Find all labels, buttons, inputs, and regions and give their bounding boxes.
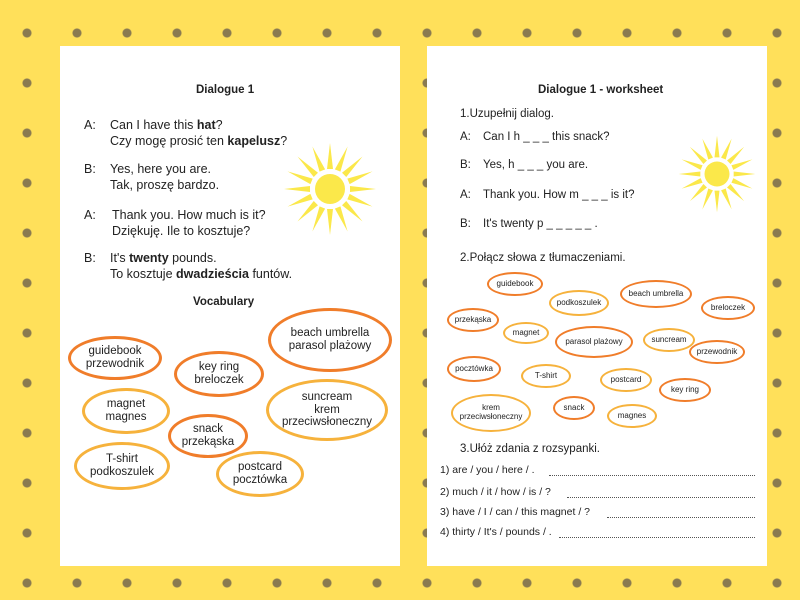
text: ? (280, 134, 288, 148)
vocab-en: krem (314, 403, 340, 416)
vocab-bubble (168, 414, 248, 458)
word-bubble[interactable]: suncream (643, 328, 695, 352)
vocab-pl: pocztówka (232, 474, 288, 486)
dialogue-line-pl: Tak, proszę bardzo. (110, 178, 220, 192)
gap-sentence: Can I h _ _ _ this snack? (483, 131, 610, 143)
vocab-bubble (216, 451, 304, 497)
scrambled-sentence: 4) thirty / It's / pounds / . (440, 526, 552, 538)
word-bubble[interactable]: T-shirt (521, 364, 571, 388)
word-bubble[interactable]: pocztówka (447, 356, 501, 382)
key-word: hat (196, 118, 216, 132)
vocab-en: postcard (237, 461, 283, 474)
vocab-bubble (266, 379, 388, 441)
sun-icon (677, 134, 757, 214)
word-bubble[interactable]: magnes (607, 404, 657, 428)
word-bubble[interactable]: przekąska (447, 308, 499, 332)
text: It's (110, 251, 130, 265)
word-bubble[interactable]: parasol plażowy (555, 326, 633, 358)
task-2-heading: 2.Połącz słowa z tłumaczeniami. (460, 252, 626, 264)
vocab-bubble (268, 308, 392, 372)
word-bubble[interactable]: podkoszulek (549, 290, 609, 316)
key-word: dwadzieścia (176, 267, 249, 281)
word-bubble[interactable]: snack (553, 396, 595, 420)
vocab-pl: parasol plażowy (288, 340, 372, 352)
speaker-label: A: (84, 118, 96, 132)
task-1-heading: 1.Uzupełnij dialog. (460, 108, 554, 120)
worksheet-title: Dialogue 1 - worksheet (538, 84, 664, 96)
text: Czy mogę prosić ten (110, 134, 228, 148)
word-bubble[interactable]: key ring (659, 378, 711, 402)
dialogue-line-en (110, 251, 217, 265)
vocab-pl: przewodnik (85, 358, 145, 370)
scrambled-sentence: 3) have / I / can / this magnet / ? (440, 506, 590, 518)
text: pounds. (168, 251, 217, 265)
answer-line[interactable] (607, 517, 755, 518)
dialogue-line-en: Yes, here you are. (110, 162, 211, 176)
sun-icon (282, 141, 378, 237)
word-bubble[interactable]: krem przeciwsłoneczny (451, 394, 531, 432)
dialogue-line-en (110, 118, 223, 132)
scrambled-sentence: 2) much / it / how / is / ? (440, 486, 551, 498)
task-3-heading: 3.Ułóż zdania z rozsypanki. (460, 443, 600, 455)
dialogue-line-pl (110, 267, 292, 281)
speaker-label: B: (84, 162, 96, 176)
vocab-en: beach umbrella (290, 327, 370, 340)
speaker-label: A: (460, 189, 471, 201)
word-bubble[interactable]: guidebook (487, 272, 543, 296)
key-word: twenty (129, 251, 169, 265)
dialogue-line-pl (110, 134, 287, 148)
gap-sentence: Thank you. How m _ _ _ is it? (483, 189, 635, 201)
word-bubble[interactable]: breloczek (701, 296, 755, 320)
vocab-en: suncream (301, 391, 353, 404)
dialogue-page (60, 46, 400, 566)
gap-sentence: It's twenty p _ _ _ _ _ . (483, 218, 598, 230)
dialogue-line-pl: Dziękuję. Ile to kosztuje? (112, 224, 251, 238)
worksheet-page (427, 46, 767, 566)
text: funtów. (248, 267, 293, 281)
vocab-en: T-shirt (106, 453, 138, 466)
vocab-bubble (174, 351, 264, 397)
speaker-label: A: (460, 131, 471, 143)
scrambled-sentence: 1) are / you / here / . (440, 464, 535, 476)
vocab-pl: przeciwsłoneczny (281, 416, 373, 429)
vocab-pl: przekąska (181, 436, 235, 448)
word-bubble[interactable]: beach umbrella (620, 280, 692, 308)
text: ? (215, 118, 223, 132)
dialogue-line-en: Thank you. How much is it? (112, 208, 266, 222)
vocab-en: magnet (106, 398, 146, 411)
vocab-bubble (74, 442, 170, 490)
word-bubble[interactable]: magnet (503, 322, 549, 344)
vocab-bubble (68, 336, 162, 380)
vocab-pl: magnes (105, 411, 147, 423)
vocabulary-title: Vocabulary (193, 296, 255, 308)
answer-line[interactable] (559, 537, 755, 538)
vocab-bubble (82, 388, 170, 434)
word-bubble[interactable]: przewodnik (689, 340, 745, 364)
vocab-pl: breloczek (194, 374, 244, 386)
speaker-label: B: (460, 218, 471, 230)
key-word: kapelusz (227, 134, 281, 148)
answer-line[interactable] (567, 497, 755, 498)
vocab-en: snack (192, 423, 224, 436)
speaker-label: A: (84, 208, 96, 222)
gap-sentence: Yes, h _ _ _ you are. (483, 159, 589, 171)
text: To kosztuje (110, 267, 177, 281)
vocab-en: guidebook (88, 345, 142, 358)
text: Can I have this (110, 118, 197, 132)
speaker-label: B: (84, 251, 96, 265)
dialogue-title: Dialogue 1 (196, 84, 255, 96)
speaker-label: B: (460, 159, 471, 171)
word-bubble[interactable]: postcard (600, 368, 652, 392)
vocab-pl: podkoszulek (90, 466, 154, 478)
answer-line[interactable] (549, 475, 755, 476)
vocab-en: key ring (198, 361, 240, 374)
